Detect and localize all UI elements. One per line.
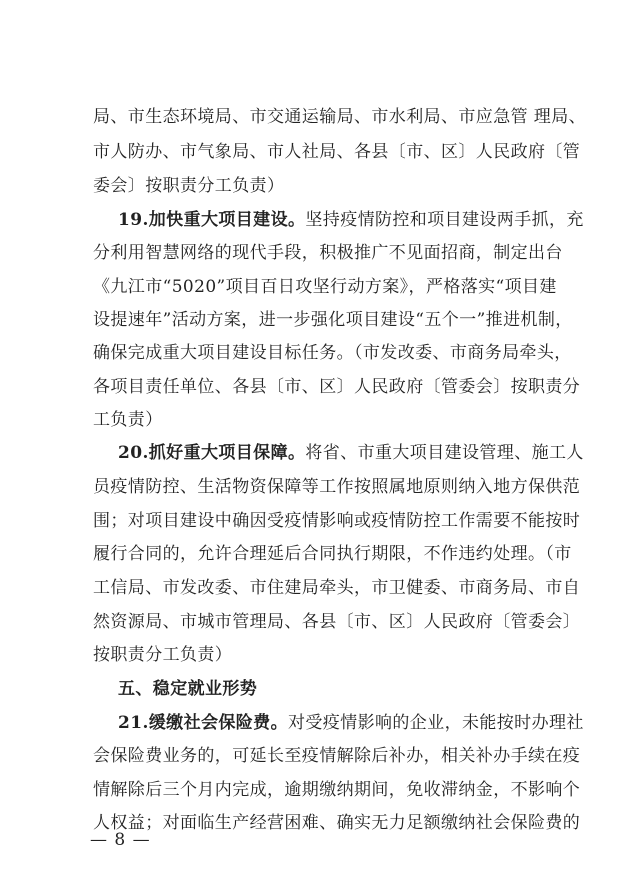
body-line: 局、市生态环境局、市交通运输局、市水利局、市应急管 理局、 — [93, 107, 587, 127]
body-line: 工负责） — [93, 410, 163, 430]
item-20-heading: 20.抓好重大项目保障。 — [118, 443, 306, 463]
body-line: 确保完成重大项目建设目标任务。（市发改委、市商务局牵头， — [93, 343, 572, 363]
body-line: 情解除后三个月内完成，逾期缴纳期间，免收滞纳金，不影响个 — [93, 780, 581, 800]
item-20-line — [118, 442, 618, 464]
body-line: 履行合同的，允许合理延后合同执行期限，不作违约处理。（市 — [93, 544, 572, 564]
item-19-text: 坚持疫情防控和项目建设两手抓，充 — [305, 210, 584, 230]
item-19-line — [118, 209, 618, 231]
body-line: 人权益；对面临生产经营困难、确实无力足额缴纳社会保险费的 — [93, 813, 581, 833]
body-line: 设提速年”活动方案，进一步强化项目建设“五个一”推进机制， — [93, 310, 573, 330]
item-21-text: 对受疫情影响的企业，未能按时办理社 — [287, 713, 584, 733]
section-heading: 五、稳定就业形势 — [118, 679, 258, 699]
body-line: 会保险费业务的，可延长至疫情解除后补办，相关补办手续在疫 — [93, 746, 581, 766]
body-line: 围；对项目建设中确因受疫情影响或疫情防控工作需要不能按时 — [93, 511, 581, 531]
item-19-heading: 19.加快重大项目建设。 — [118, 210, 306, 230]
body-line: 然资源局、市城市管理局、各县〔市、区〕人民政府〔管委会〕 — [93, 612, 581, 632]
item-21-heading: 21.缓缴社会保险费。 — [118, 713, 288, 733]
item-21-line — [118, 712, 618, 734]
body-line: 按职责分工负责） — [93, 645, 233, 665]
body-line: 分利用智慧网络的现代手段，积极推广不见面招商，制定出台 — [93, 243, 563, 263]
page-number: — 8 — — [90, 830, 151, 850]
body-line: 工信局、市发改委、市住建局牵头，市卫健委、市商务局、市自 — [93, 578, 581, 598]
body-line: 各项目责任单位、各县〔市、区〕人民政府〔管委会〕按职责分 — [93, 377, 581, 397]
body-line: 员疫情防控、生活物资保障等工作按照属地原则纳入地方保供范 — [93, 477, 581, 497]
body-line: 委会〕按职责分工负责） — [93, 176, 285, 196]
body-line: 市人防办、市气象局、市人社局、各县〔市、区〕人民政府〔管 — [93, 142, 581, 162]
item-20-text: 将省、市重大项目建设管理、施工人 — [305, 443, 584, 463]
body-line: 《九江市“5020”项目百日攻坚行动方案》，严格落实“项目建 — [93, 277, 557, 297]
